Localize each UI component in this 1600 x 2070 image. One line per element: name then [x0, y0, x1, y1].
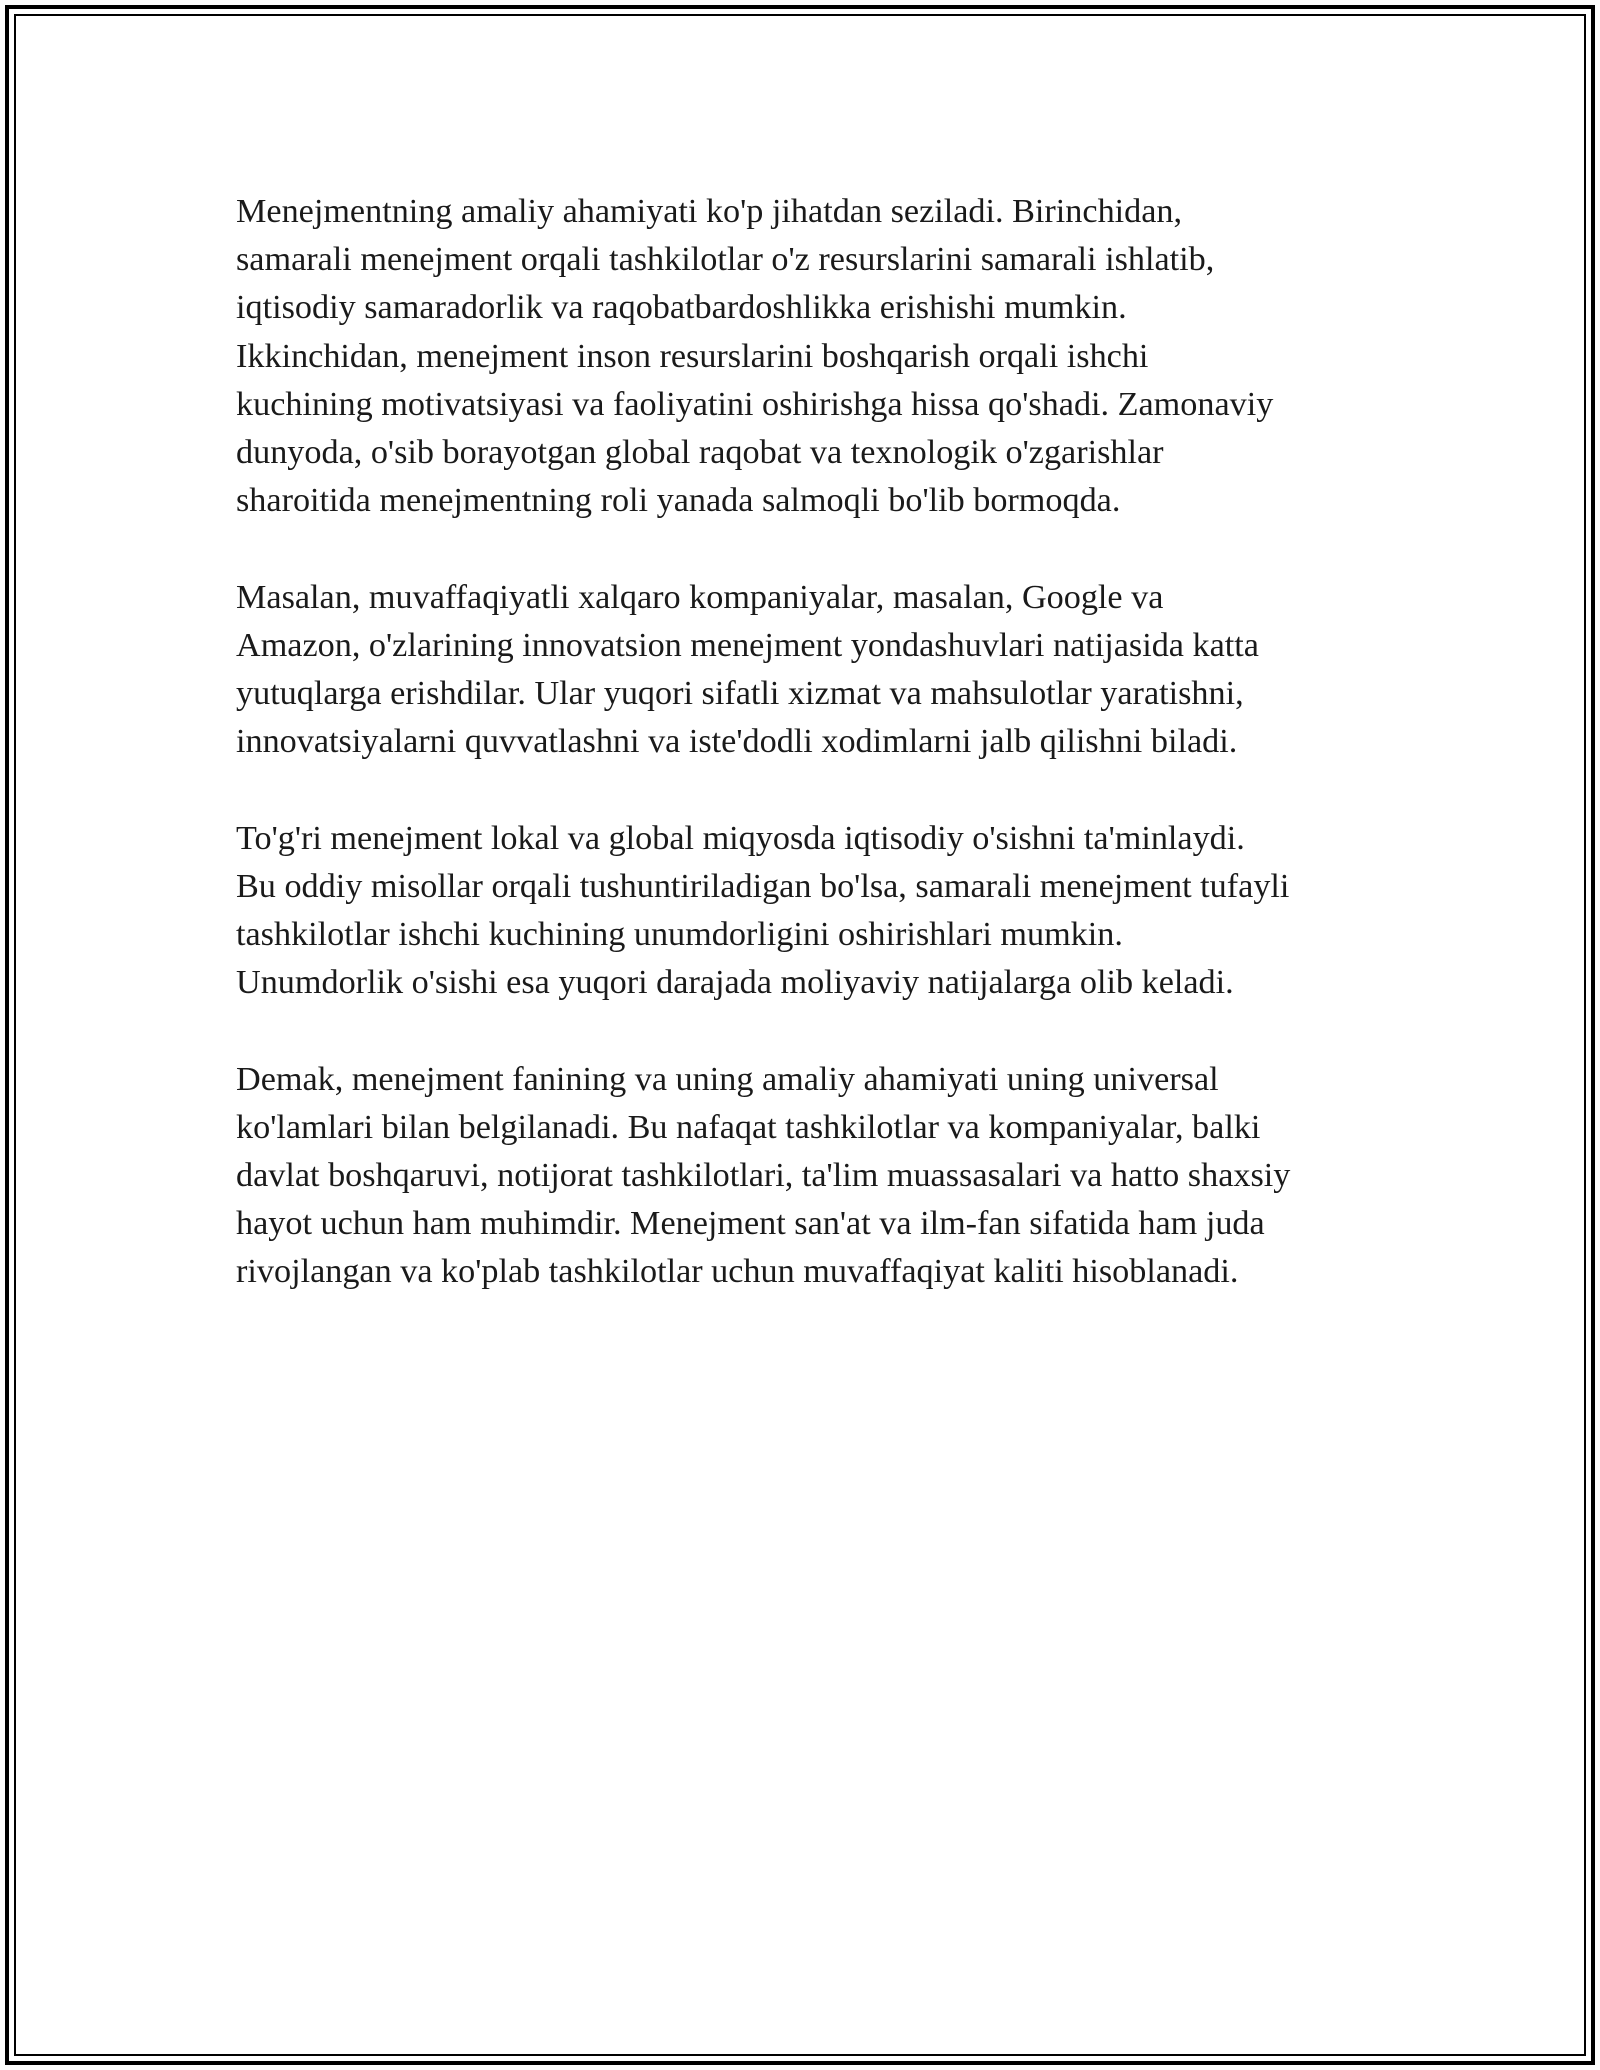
paragraph-4: Demak, menejment fanining va uning amaliy ahamiyati uning universal ko'lamlari bilan belgilanadi. Bu nafaqat tashkilotlar va kompaniyalar, balki davlat boshqaruvi, notijorat tashkilotlari, ta'lim muassasalari va hatto shaxsiy hayot uchun ham muhimdir. Menejment san'at va ilm-fan sifatida ham juda rivojlangan va ko'plab tashkilotlar uchun muvaffaqiyat kaliti hisoblanadi. — [236, 1060, 1291, 1291]
document-body — [236, 188, 1376, 1345]
paragraph-3: To'g'ri menejment lokal va global miqyosda iqtisodiy o'sishni ta'minlaydi. Bu oddiy misollar orqali tushuntiriladigan bo'lsa, samarali menejment tufayli tashkilotlar ishchi kuchining unumdorligini oshirishlari mumkin. Unumdorlik o'sishi esa yuqori darajada moliyaviy natijalarga olib keladi. — [236, 819, 1290, 1002]
paragraph-2: Masalan, muvaffaqiyatli xalqaro kompaniyalar, masalan, Google va Amazon, o'zlarining innovatsion menejment yondashuvlari natijasida katta yutuqlarga erishdilar. Ular yuqori sifatli xizmat va mahsulotlar yaratishni, innovatsiyalarni quvvatlashni va iste'dodli xodimlarni jalb qilishni biladi. — [236, 578, 1259, 761]
paragraph-1: Menejmentning amaliy ahamiyati ko'p jihatdan seziladi. Birinchidan, samarali menejment orqali tashkilotlar o'z resurslarini samarali ishlatib, iqtisodiy samaradorlik va raqobatbardoshlikka erishishi mumkin. Ikkinchidan, menejment inson resurslarini boshqarish orqali ishchi kuchining motivatsiyasi va faoliyatini oshirishga hissa qo'shadi. Zamonaviy dunyoda, o'sib borayotgan global raqobat va texnologik o'zgarishlar sharoitida menejmentning roli yanada salmoqli bo'lib bormoqda. — [236, 193, 1274, 520]
